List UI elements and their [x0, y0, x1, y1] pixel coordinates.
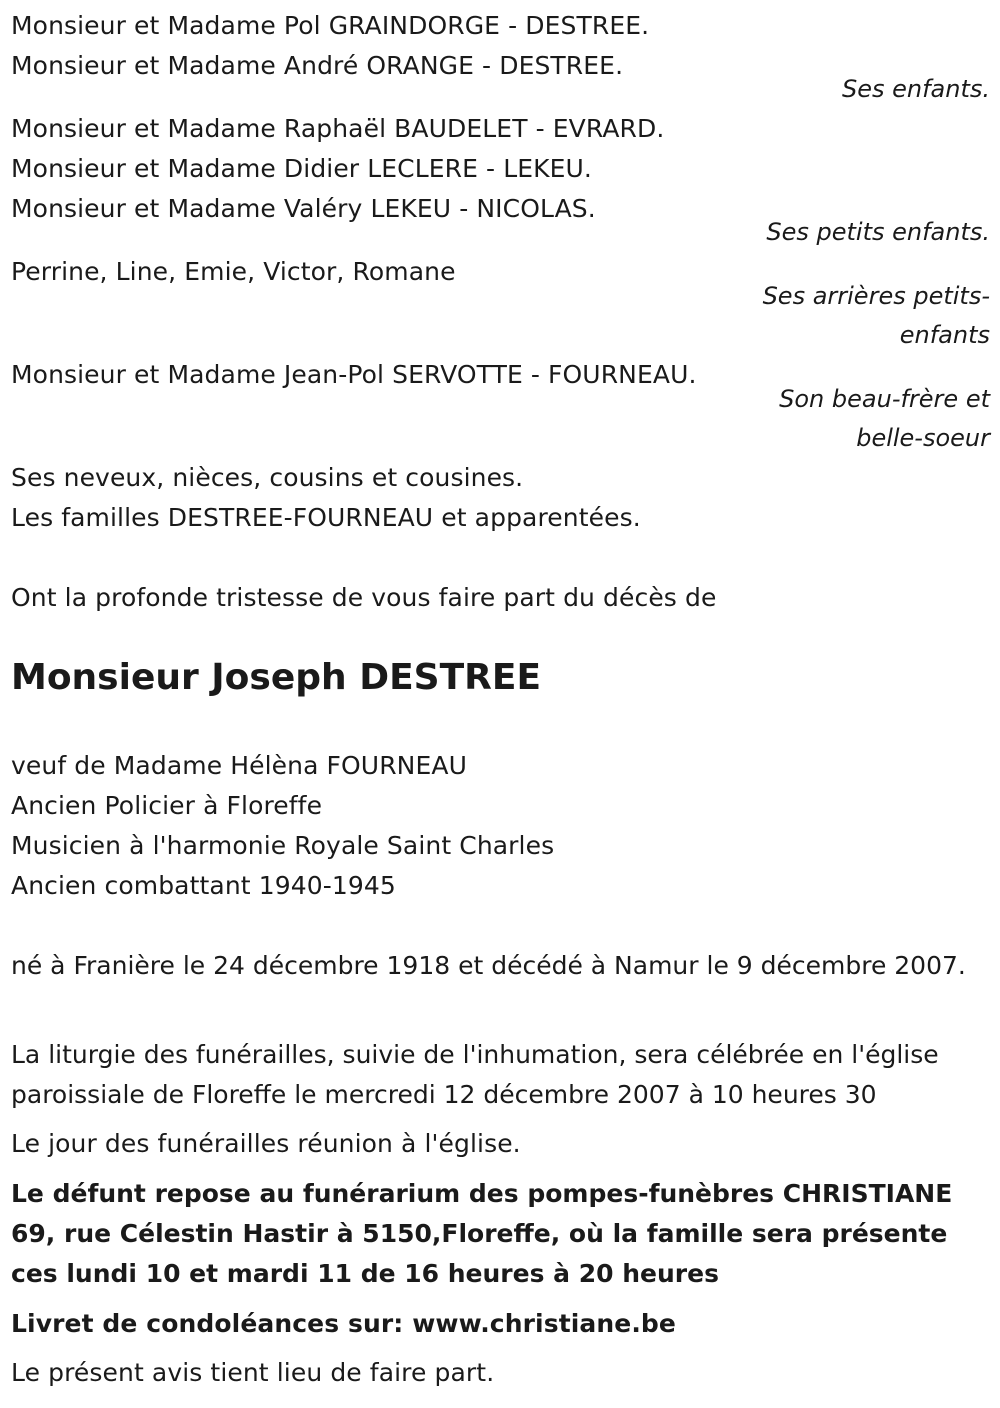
extended-family-1: Ses neveux, nièces, cousins et cousines. [11, 463, 524, 492]
funeral-info: La liturgie des funérailles, suivie de l'inhumation, sera célébrée en l'église paroissiale de Floreffe le mercredi 12 décembre 2007 à 10 heures 30 [11, 1040, 939, 1109]
extended-family-2: Les familles DESTREE-FOURNEAU et apparentées. [11, 503, 641, 532]
detail-police: Ancien Policier à Floreffe [11, 791, 323, 820]
condolences-info: Livret de condoléances sur: www.christiane.be [11, 1309, 676, 1338]
grandchild-couple-2: Monsieur et Madame Didier LECLERE - LEKEU. [11, 154, 592, 183]
great-grandchildren-role-line-1: Ses arrières petits- [762, 282, 990, 310]
detail-musician: Musicien à l'harmonie Royale Saint Charles [11, 831, 555, 860]
grandchildren-role: Ses petits enfants. [766, 218, 990, 246]
grandchild-couple-1: Monsieur et Madame Raphaël BAUDELET - EVRARD. [11, 114, 665, 143]
birth-death-text: né à Franière le 24 décembre 1918 et décédé à Namur le 9 décembre 2007. [11, 951, 966, 980]
deceased-name: Monsieur Joseph DESTREE [11, 657, 542, 698]
closing-note: Le présent avis tient lieu de faire part. [11, 1358, 495, 1387]
great-grandchildren: Perrine, Line, Emie, Victor, Romane [11, 257, 456, 286]
in-laws-role-line-2: belle-soeur [856, 424, 990, 452]
grandchild-couple-3: Monsieur et Madame Valéry LEKEU - NICOLAS. [11, 194, 596, 223]
meeting-info: Le jour des funérailles réunion à l'église. [11, 1129, 521, 1158]
detail-veteran: Ancien combattant 1940-1945 [11, 871, 396, 900]
great-grandchildren-role-line-2: enfants [899, 321, 990, 349]
in-laws-couple: Monsieur et Madame Jean-Pol SERVOTTE - FOURNEAU. [11, 360, 697, 389]
child-couple-1: Monsieur et Madame Pol GRAINDORGE - DESTREE. [11, 11, 650, 40]
children-role: Ses enfants. [841, 75, 990, 103]
child-couple-2: Monsieur et Madame André ORANGE - DESTREE. [11, 51, 624, 80]
detail-widower: veuf de Madame Hélèna FOURNEAU [11, 751, 467, 780]
repose-info: Le défunt repose au funérarium des pompes-funèbres CHRISTIANE 69, rue Célestin Hastir à 5150,Floreffe, où la famille sera présente ces lundi 10 et mardi 11 de 16 heures à 20 heures [11, 1179, 953, 1288]
in-laws-role-line-1: Son beau-frère et [779, 385, 990, 413]
announcement: Ont la profonde tristesse de vous faire part du décès de [11, 583, 717, 612]
